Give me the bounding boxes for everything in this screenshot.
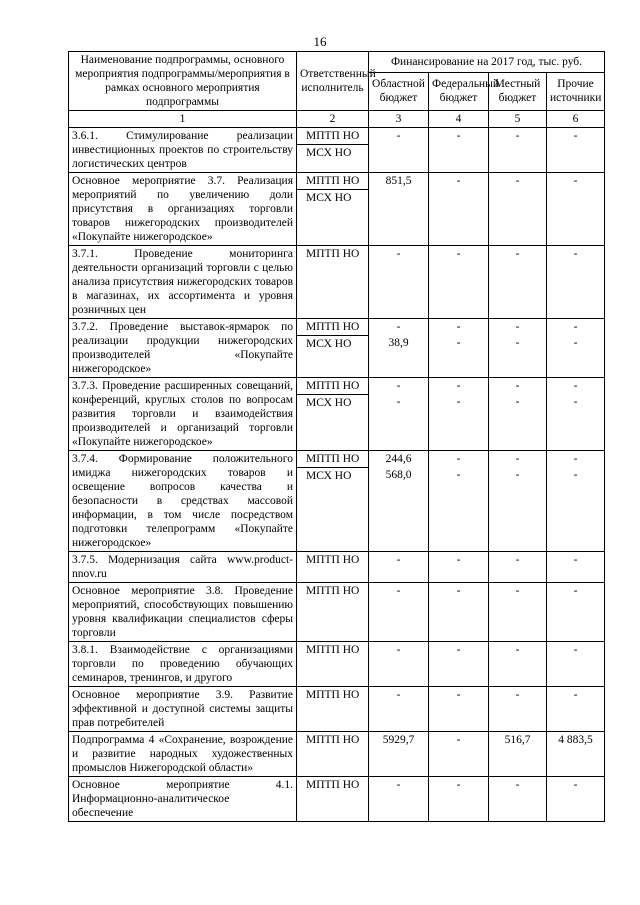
responsible-cell bbox=[297, 732, 369, 777]
local-budget-value: - bbox=[515, 585, 520, 597]
responsible-executor: МПТП НО bbox=[306, 585, 360, 597]
responsible-executor: МСХ НО bbox=[297, 189, 368, 206]
header-responsible: Ответственный исполнитель bbox=[297, 52, 369, 111]
federal-budget-value: - bbox=[456, 337, 461, 349]
other-sources-value: 4 883,5 bbox=[558, 734, 593, 746]
federal-budget-value-cell bbox=[429, 173, 489, 246]
local-budget-value: - bbox=[515, 469, 520, 481]
header-federal-budget: Федеральный бюджет bbox=[429, 72, 489, 110]
other-sources-value-cell bbox=[547, 687, 605, 732]
responsible-executor: МСХ НО bbox=[297, 144, 368, 161]
other-sources-value: - bbox=[573, 554, 578, 566]
other-sources-value-cell bbox=[547, 451, 605, 552]
local-budget-value-cell bbox=[489, 451, 547, 552]
other-sources-value bbox=[547, 189, 604, 205]
regional-budget-value-cell bbox=[369, 319, 429, 378]
federal-budget-value-cell bbox=[429, 378, 489, 451]
regional-budget-value: - bbox=[396, 644, 401, 656]
regional-budget-value: - bbox=[396, 380, 401, 392]
federal-budget-value: - bbox=[456, 469, 461, 481]
activity-name: Основное мероприятие 3.7. Реализация мероприятий по увеличению доли присутствия в организациях торговли товаров нижегородских производителей «Покупайте нижегородское» bbox=[69, 173, 297, 246]
table-row bbox=[69, 319, 605, 378]
responsible-executor: МПТП НО bbox=[306, 554, 360, 566]
col-number: 5 bbox=[489, 111, 547, 128]
federal-budget-value bbox=[429, 189, 488, 205]
other-sources-value: - bbox=[573, 175, 578, 187]
table-row bbox=[69, 246, 605, 319]
responsible-executor: МПТП НО bbox=[306, 321, 360, 333]
col-number: 6 bbox=[547, 111, 605, 128]
activity-name: 3.7.3. Проведение расширенных совещаний, конференций, круглых столов по вопросам развития торговли и взаимодействия производителей и организаций торговли «Покупайте нижегородское» bbox=[69, 378, 297, 451]
responsible-cell bbox=[297, 552, 369, 583]
regional-budget-value: 851,5 bbox=[385, 175, 412, 187]
other-sources-value: - bbox=[573, 644, 578, 656]
local-budget-value-cell bbox=[489, 378, 547, 451]
regional-budget-value: - bbox=[396, 585, 401, 597]
regional-budget-value-cell bbox=[369, 687, 429, 732]
responsible-executor: МСХ НО bbox=[297, 335, 368, 352]
federal-budget-value: - bbox=[456, 380, 461, 392]
federal-budget-value: - bbox=[456, 248, 461, 260]
regional-budget-value: 568,0 bbox=[385, 469, 412, 481]
col-number: 2 bbox=[297, 111, 369, 128]
regional-budget-value-cell bbox=[369, 732, 429, 777]
header-regional-budget: Областной бюджет bbox=[369, 72, 429, 110]
local-budget-value-cell bbox=[489, 642, 547, 687]
other-sources-value: - bbox=[573, 380, 578, 392]
federal-budget-value-cell bbox=[429, 128, 489, 173]
regional-budget-value-cell bbox=[369, 451, 429, 552]
responsible-executor: МПТП НО bbox=[306, 644, 360, 656]
other-sources-value: - bbox=[573, 779, 578, 791]
other-sources-value-cell bbox=[547, 732, 605, 777]
local-budget-value-cell bbox=[489, 246, 547, 319]
financing-table bbox=[68, 51, 605, 822]
responsible-executor: МПТП НО bbox=[306, 453, 360, 465]
local-budget-value-cell bbox=[489, 173, 547, 246]
federal-budget-value-cell bbox=[429, 583, 489, 642]
local-budget-value: - bbox=[515, 380, 520, 392]
other-sources-value-cell bbox=[547, 319, 605, 378]
local-budget-value bbox=[489, 189, 546, 205]
federal-budget-value-cell bbox=[429, 732, 489, 777]
other-sources-value bbox=[547, 144, 604, 160]
local-budget-value: - bbox=[515, 175, 520, 187]
responsible-executor: МСХ НО bbox=[297, 394, 368, 411]
federal-budget-value-cell bbox=[429, 777, 489, 822]
local-budget-value: - bbox=[515, 554, 520, 566]
responsible-cell bbox=[297, 642, 369, 687]
activity-name: 3.7.4. Формирование положительного имиджа нижегородских товаров и освещение вопросов качества и безопасности в средствах массовой информации, в том числе посредством подготовки телепрограмм «Покупайте нижегородское» bbox=[69, 451, 297, 552]
other-sources-value-cell bbox=[547, 378, 605, 451]
regional-budget-value: - bbox=[396, 321, 401, 333]
activity-name: Основное мероприятие 3.9. Развитие эффективной и доступной системы защиты прав потребителей bbox=[69, 687, 297, 732]
activity-name: Основное мероприятие 3.8. Проведение мероприятий, способствующих повышению уровня квалификации специалистов сферы торговли bbox=[69, 583, 297, 642]
responsible-cell bbox=[297, 246, 369, 319]
federal-budget-value: - bbox=[456, 554, 461, 566]
other-sources-value: - bbox=[573, 689, 578, 701]
regional-budget-value: - bbox=[396, 779, 401, 791]
regional-budget-value-cell bbox=[369, 552, 429, 583]
activity-name: 3.6.1. Стимулирование реализации инвестиционных проектов по строительству логистических центров bbox=[69, 128, 297, 173]
regional-budget-value: - bbox=[396, 554, 401, 566]
local-budget-value bbox=[489, 144, 546, 160]
responsible-cell bbox=[297, 378, 369, 451]
local-budget-value: - bbox=[515, 248, 520, 260]
table-row bbox=[69, 552, 605, 583]
other-sources-value-cell bbox=[547, 642, 605, 687]
federal-budget-value: - bbox=[456, 321, 461, 333]
responsible-executor: МПТП НО bbox=[306, 380, 360, 392]
activity-name: 3.7.5. Модернизация сайта www.product-nnov.ru bbox=[69, 552, 297, 583]
federal-budget-value: - bbox=[456, 175, 461, 187]
responsible-cell bbox=[297, 319, 369, 378]
local-budget-value-cell bbox=[489, 583, 547, 642]
federal-budget-value: - bbox=[456, 644, 461, 656]
activity-name: Основное мероприятие 4.1. Информационно-аналитическое обеспечение bbox=[69, 777, 297, 822]
responsible-executor: МПТП НО bbox=[306, 779, 360, 791]
local-budget-value-cell bbox=[489, 552, 547, 583]
local-budget-value: - bbox=[515, 321, 520, 333]
regional-budget-value-cell bbox=[369, 378, 429, 451]
federal-budget-value: - bbox=[456, 585, 461, 597]
federal-budget-value: - bbox=[456, 734, 461, 746]
federal-budget-value: - bbox=[456, 689, 461, 701]
regional-budget-value-cell bbox=[369, 128, 429, 173]
federal-budget-value-cell bbox=[429, 687, 489, 732]
federal-budget-value-cell bbox=[429, 319, 489, 378]
local-budget-value: - bbox=[515, 453, 520, 465]
table-row bbox=[69, 777, 605, 822]
local-budget-value: - bbox=[515, 644, 520, 656]
other-sources-value: - bbox=[573, 396, 578, 408]
activity-name: 3.8.1. Взаимодействие с организациями торговли по проведению обучающих семинаров, тренингов, и другого bbox=[69, 642, 297, 687]
responsible-cell bbox=[297, 583, 369, 642]
regional-budget-value-cell bbox=[369, 777, 429, 822]
federal-budget-value-cell bbox=[429, 642, 489, 687]
regional-budget-value: 5929,7 bbox=[382, 734, 415, 746]
regional-budget-value: - bbox=[396, 396, 401, 408]
regional-budget-value-cell bbox=[369, 246, 429, 319]
other-sources-value: - bbox=[573, 337, 578, 349]
regional-budget-value: - bbox=[396, 248, 401, 260]
regional-budget-value bbox=[369, 189, 428, 205]
responsible-cell bbox=[297, 173, 369, 246]
local-budget-value: - bbox=[515, 689, 520, 701]
federal-budget-value: - bbox=[456, 453, 461, 465]
other-sources-value: - bbox=[573, 130, 578, 142]
federal-budget-value-cell bbox=[429, 552, 489, 583]
col-number: 3 bbox=[369, 111, 429, 128]
responsible-executor: МПТП НО bbox=[306, 734, 360, 746]
local-budget-value: - bbox=[515, 779, 520, 791]
responsible-cell bbox=[297, 777, 369, 822]
table-row bbox=[69, 378, 605, 451]
responsible-cell bbox=[297, 687, 369, 732]
federal-budget-value-cell bbox=[429, 246, 489, 319]
responsible-executor: МПТП НО bbox=[306, 130, 360, 142]
header-other-sources: Прочие источники bbox=[547, 72, 605, 110]
table-row bbox=[69, 732, 605, 777]
col-number: 1 bbox=[69, 111, 297, 128]
activity-name: 3.7.1. Проведение мониторинга деятельности организаций торговли с целью анализа присутствия нижегородских товаров в магазинах, их ассортимента и уровня розничных цен bbox=[69, 246, 297, 319]
other-sources-value-cell bbox=[547, 128, 605, 173]
responsible-executor: МПТП НО bbox=[306, 175, 360, 187]
header-name: Наименование подпрограммы, основного мероприятия подпрограммы/мероприятия в рамках основного мероприятия подпрограммы bbox=[69, 52, 297, 111]
local-budget-value-cell bbox=[489, 777, 547, 822]
regional-budget-value-cell bbox=[369, 642, 429, 687]
regional-budget-value: - bbox=[396, 689, 401, 701]
other-sources-value-cell bbox=[547, 583, 605, 642]
other-sources-value: - bbox=[573, 453, 578, 465]
table-row bbox=[69, 451, 605, 552]
local-budget-value: - bbox=[515, 337, 520, 349]
regional-budget-value-cell bbox=[369, 173, 429, 246]
federal-budget-value bbox=[429, 144, 488, 160]
header-numbers-row bbox=[69, 111, 605, 128]
table-row bbox=[69, 583, 605, 642]
regional-budget-value: 244,6 bbox=[385, 453, 412, 465]
local-budget-value-cell bbox=[489, 128, 547, 173]
other-sources-value-cell bbox=[547, 173, 605, 246]
local-budget-value-cell bbox=[489, 687, 547, 732]
other-sources-value: - bbox=[573, 248, 578, 260]
responsible-executor: МСХ НО bbox=[297, 467, 368, 484]
header-row-1 bbox=[69, 52, 605, 73]
table-row bbox=[69, 128, 605, 173]
other-sources-value: - bbox=[573, 469, 578, 481]
responsible-executor: МПТП НО bbox=[306, 248, 360, 260]
other-sources-value: - bbox=[573, 585, 578, 597]
table-row bbox=[69, 642, 605, 687]
responsible-cell bbox=[297, 451, 369, 552]
local-budget-value-cell bbox=[489, 319, 547, 378]
header-financing: Финансирование на 2017 год, тыс. руб. bbox=[369, 52, 605, 73]
responsible-executor: МПТП НО bbox=[306, 689, 360, 701]
table-row bbox=[69, 687, 605, 732]
federal-budget-value: - bbox=[456, 130, 461, 142]
regional-budget-value-cell bbox=[369, 583, 429, 642]
activity-name: Подпрограмма 4 «Сохранение, возрождение и развитие народных художественных промыслов Нижегородской области» bbox=[69, 732, 297, 777]
regional-budget-value: 38,9 bbox=[388, 337, 409, 349]
federal-budget-value: - bbox=[456, 779, 461, 791]
header-local-budget: Местный бюджет bbox=[489, 72, 547, 110]
col-number: 4 bbox=[429, 111, 489, 128]
other-sources-value-cell bbox=[547, 246, 605, 319]
federal-budget-value-cell bbox=[429, 451, 489, 552]
local-budget-value: - bbox=[515, 130, 520, 142]
other-sources-value-cell bbox=[547, 777, 605, 822]
other-sources-value-cell bbox=[547, 552, 605, 583]
responsible-cell bbox=[297, 128, 369, 173]
table-body bbox=[69, 128, 605, 822]
table-row bbox=[69, 173, 605, 246]
federal-budget-value: - bbox=[456, 396, 461, 408]
other-sources-value: - bbox=[573, 321, 578, 333]
page-number: 16 bbox=[313, 34, 327, 49]
local-budget-value: 516,7 bbox=[504, 734, 531, 746]
regional-budget-value bbox=[369, 144, 428, 160]
local-budget-value: - bbox=[515, 396, 520, 408]
regional-budget-value: - bbox=[396, 130, 401, 142]
activity-name: 3.7.2. Проведение выставок-ярмарок по реализации продукции нижегородских производителей «Покупайте нижегородское» bbox=[69, 319, 297, 378]
local-budget-value-cell bbox=[489, 732, 547, 777]
